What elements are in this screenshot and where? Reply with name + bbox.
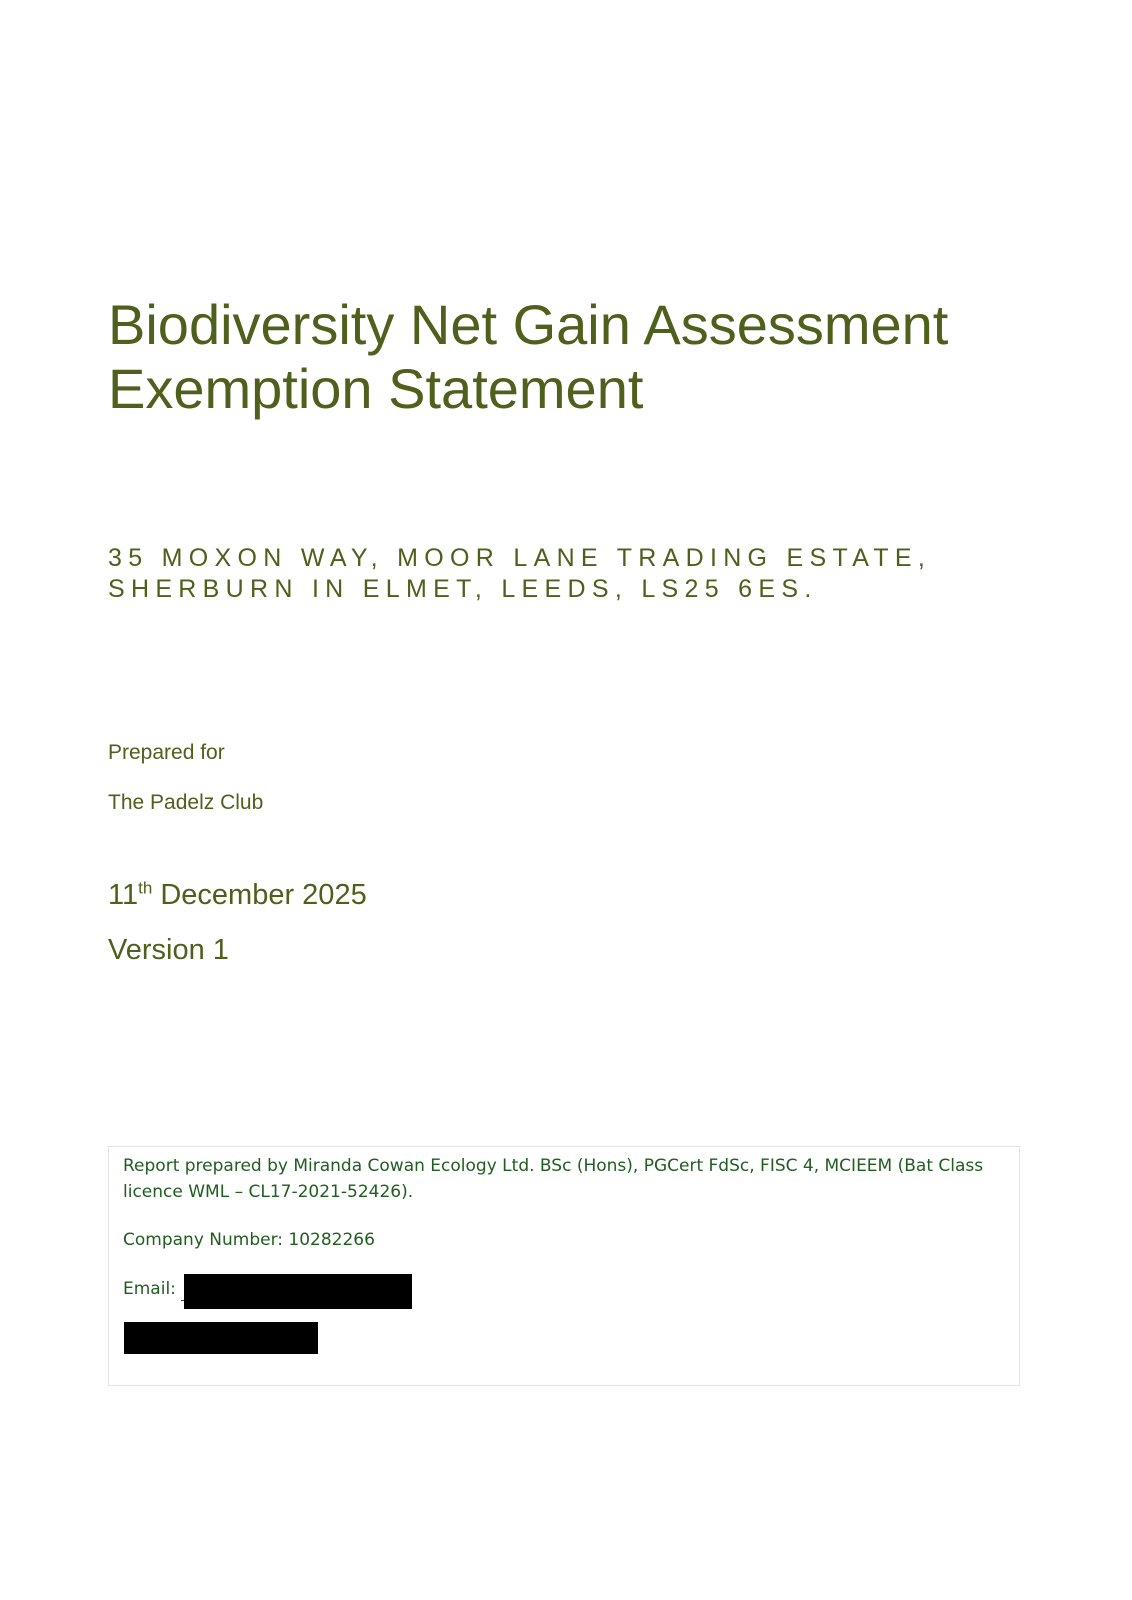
- report-version: Version 1: [108, 934, 229, 966]
- client-name: The Padelz Club: [108, 791, 264, 814]
- title-line-2: Exemption Statement: [108, 357, 644, 420]
- date-month-year: December 2025: [152, 879, 367, 911]
- email-label: Email:: [123, 1279, 176, 1299]
- email-redaction: [184, 1274, 412, 1309]
- address-line-2: SHERBURN IN ELMET, LEEDS, LS25 6ES.: [108, 575, 818, 603]
- document-title: [108, 293, 1068, 421]
- site-address: [108, 543, 1068, 605]
- company-number: Company Number: 10282266: [123, 1230, 375, 1250]
- address-line-1: 35 MOXON WAY, MOOR LANE TRADING ESTATE,: [108, 544, 932, 572]
- title-line-1: Biodiversity Net Gain Assessment: [108, 293, 949, 356]
- date-day: 11: [108, 879, 139, 911]
- prepared-by-line-2: licence WML – CL17-2021-52426).: [123, 1182, 414, 1202]
- report-date: [108, 878, 367, 912]
- contact-redaction: [124, 1322, 318, 1354]
- prepared-by-line-1: Report prepared by Miranda Cowan Ecology Ltd. BSc (Hons), PGCert FdSc, FISC 4, MCIEEM (Bat Class: [123, 1156, 984, 1176]
- date-suffix: th: [138, 878, 153, 898]
- author-info-box: [108, 1146, 1020, 1386]
- prepared-for-label: Prepared for: [108, 741, 225, 764]
